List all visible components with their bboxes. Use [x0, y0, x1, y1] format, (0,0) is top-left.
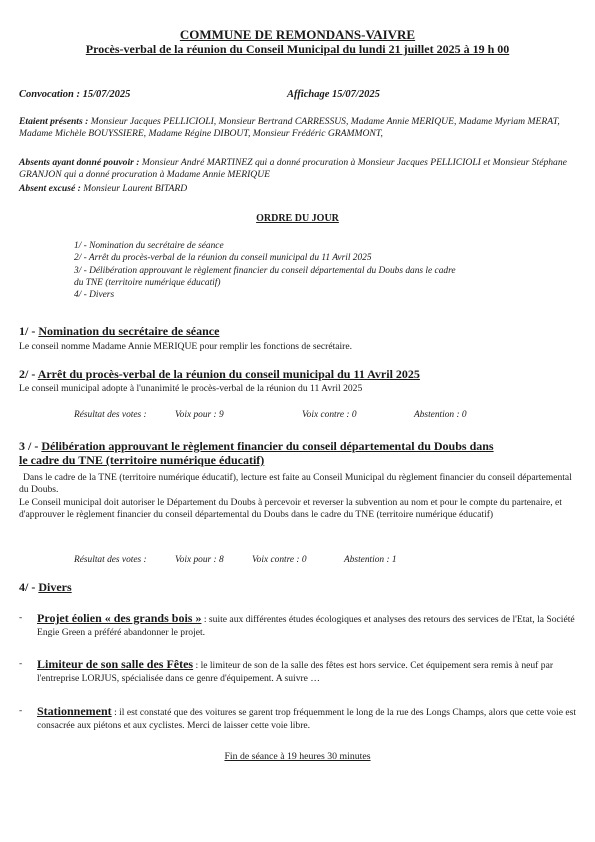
section-2-text: Le conseil municipal adopte à l'unanimité le procès-verbal de la réunion du 11 Avril 2025	[19, 383, 363, 394]
excuse-label: Absent excusé :	[19, 183, 81, 194]
section-4-title: Divers	[38, 580, 72, 594]
divers-item-lead: Limiteur de son salle des Fêtes	[37, 657, 194, 671]
absents-label: Absents ayant donné pouvoir :	[19, 157, 140, 168]
section-3-paragraph-2: Le Conseil municipal doit autoriser le Département du Doubs à percevoir et reverser la subvention au nom et pour le compte du partenaire, et d'approuver le règlement financier du conseil départemental du Doubs dans le cadre du TNE (territoire numérique éducatif)	[19, 497, 562, 521]
divers-item-text	[37, 612, 582, 639]
section-2-number: 2/ -	[19, 367, 36, 381]
bullet-dash: -	[19, 612, 23, 623]
section-2-title: Arrêt du procès-verbal de la réunion du conseil municipal du 11 Avril 2025	[37, 367, 420, 381]
divers-item-body: : suite aux différentes études écologiques et analyses des retours des services de l'Etat, la Société Engie Green a préféré abandonner le projet.	[37, 614, 575, 638]
divers-item-text	[37, 705, 582, 732]
pv-subtitle: Procès-verbal de la réunion du Conseil Municipal du lundi 21 juillet 2025 à 19 h 00	[85, 42, 510, 56]
bullet-dash: -	[19, 705, 23, 716]
divers-item-lead: Projet éolien « des grands bois »	[37, 611, 202, 625]
fin-de-seance: Fin de séance à 19 heures 30 minutes	[224, 751, 371, 762]
ordre-item: 2/ - Arrêt du procès-verbal de la réunion du conseil municipal du 11 Avril 2025	[74, 253, 372, 264]
section-1-title: Nomination du secrétaire de séance	[38, 324, 220, 338]
section-1-heading	[19, 324, 584, 338]
section-3-heading	[19, 439, 584, 467]
excuse-text: Monsieur Laurent BITARD	[83, 183, 188, 194]
section-4-heading	[19, 580, 584, 594]
section-3-number: 3 / -	[19, 439, 39, 453]
section-3-vote-abstention: Abstention : 1	[344, 555, 397, 565]
ordre-du-jour-list	[74, 240, 574, 301]
commune-title: COMMUNE DE REMONDANS-VAIVRE	[179, 27, 416, 42]
ordre-item: du TNE (territoire numérique éducatif)	[74, 277, 221, 288]
section-1-text: Le conseil nomme Madame Annie MERIQUE pour remplir les fonctions de secrétaire.	[19, 341, 353, 352]
section-3-vote-contre: Voix contre : 0	[252, 555, 307, 565]
ordre-item: 4/ - Divers	[74, 290, 115, 301]
attendance-presents	[19, 116, 582, 140]
section-2-heading	[19, 367, 584, 381]
absents-text: Monsieur André MARTINEZ qui a donné procuration à Monsieur Jacques PELLICIOLI et Monsieur Stéphane GRANJON qui a donné procuration à Madame Annie MERIQUE	[19, 157, 567, 181]
affichage-date: Affichage 15/07/2025	[287, 89, 380, 100]
section-1-number: 1/ -	[19, 324, 36, 338]
section-3-title-line1: Délibération approuvant le règlement financier du conseil départemental du Doubs dans	[41, 439, 494, 453]
ordre-item: 1/ - Nomination du secrétaire de séance	[74, 241, 224, 251]
section-2-vote-contre: Voix contre : 0	[302, 410, 357, 420]
convocation-date: Convocation : 15/07/2025	[19, 89, 131, 100]
divers-item-text	[37, 658, 582, 685]
section-4-number: 4/ -	[19, 580, 36, 594]
attendance-absents	[19, 157, 582, 181]
divers-item-body: : le limiteur de son de la salle des fêtes est hors service. Cet équipement sera remis à neuf par l'entreprise LORJUS, spécialisée dans ce genre d'équipement. A suivre …	[37, 660, 554, 684]
presents-label: Etaient présents :	[19, 116, 89, 127]
presents-text: Monsieur Jacques PELLICIOLI, Monsieur Bertrand CARRESSUS, Madame Annie MERIQUE, Madame Myriam MERAT, Madame Michèle BOUYSSIERE, Madame Régine DIBOUT, Monsieur Frédéric GRAMMONT,	[19, 116, 560, 140]
section-2-vote-label: Résultat des votes :	[74, 410, 147, 420]
section-3-paragraph-1: Dans le cadre de la TNE (territoire numérique éducatif), lecture est faite au Conseil Municipal du règlement financier du conseil départemental du Doubs.	[19, 472, 572, 496]
bullet-dash: -	[19, 658, 23, 669]
divers-item-lead: Stationnement	[37, 704, 112, 718]
ordre-item: 3/ - Délibération approuvant le règlement financier du conseil départemental du Doubs dans le cadre	[74, 265, 456, 276]
section-3-title-line2: le cadre du TNE (territoire numérique éducatif)	[19, 453, 265, 467]
section-2-vote-abstention: Abstention : 0	[414, 410, 467, 420]
ordre-du-jour-title: ORDRE DU JOUR	[256, 213, 339, 224]
divers-item-body: : il est constaté que des voitures se garent trop fréquemment le long de la rue des Longs Champs, alors que cette voie est consacrée aux piétons et aux cyclistes. Merci de laisser cette voie libre.	[37, 707, 577, 731]
section-2-vote-pour: Voix pour : 9	[175, 410, 224, 420]
section-3-vote-pour: Voix pour : 8	[175, 555, 224, 565]
section-3-vote-label: Résultat des votes :	[74, 555, 147, 565]
attendance-excuse	[19, 183, 582, 195]
